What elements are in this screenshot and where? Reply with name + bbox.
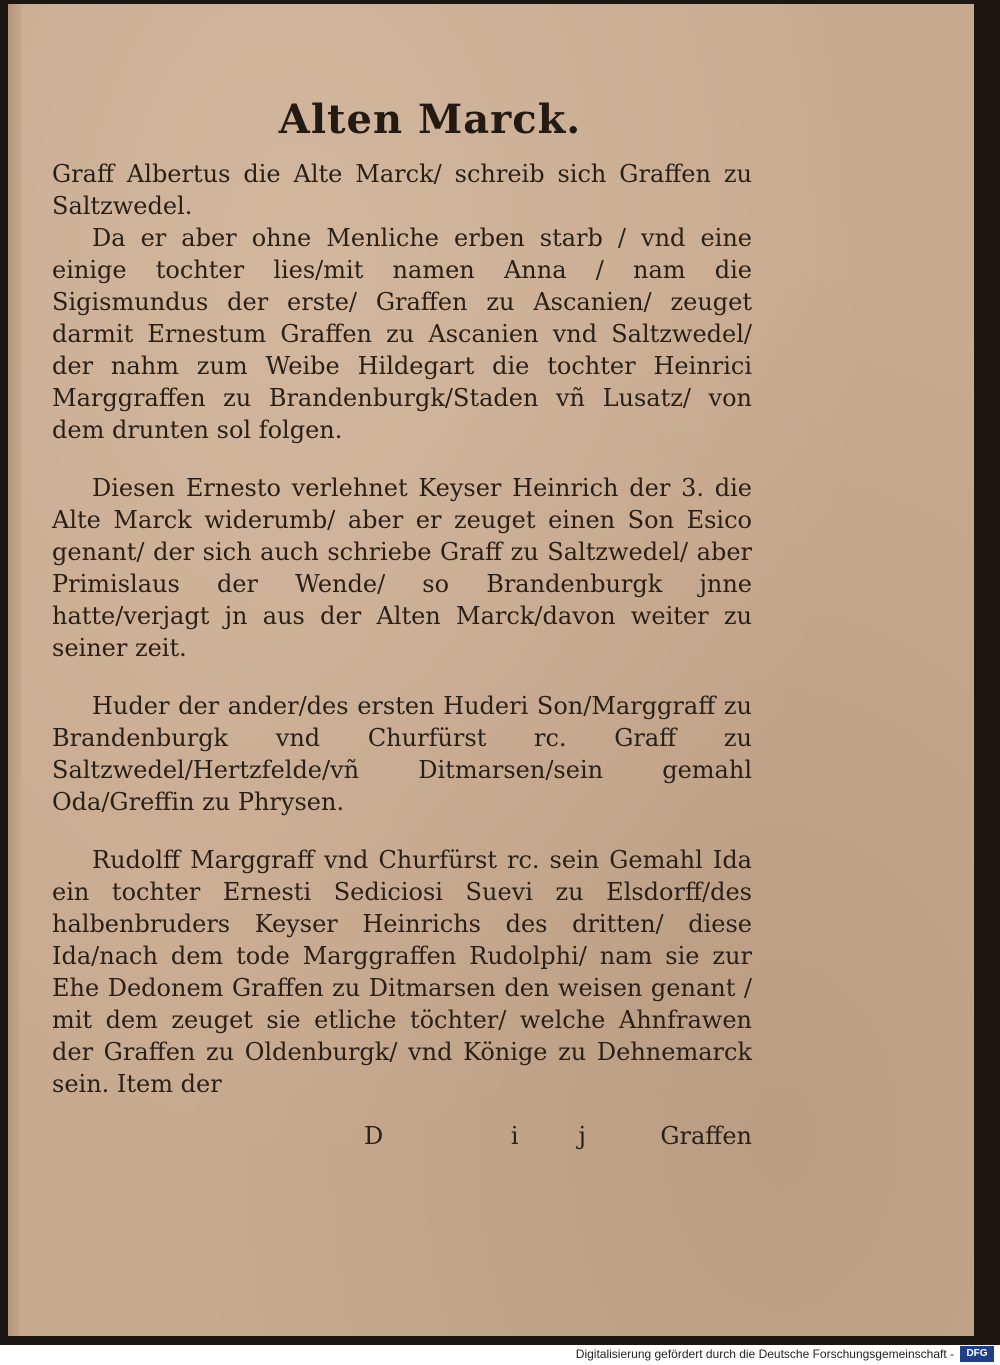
digitization-footer	[0, 1345, 1000, 1365]
dfg-logo: DFG	[960, 1346, 994, 1362]
paragraph-4: Huder der ander/des ersten Huderi Son/Marggraff zu Brandenburgk vnd Churfürst rc. Graff zu Saltzwedel/Hertzfelde/vñ Ditmarsen/sein gemahl Oda/Greffin zu Phrysen.	[52, 692, 752, 816]
paragraph-3: Diesen Ernesto verlehnet Keyser Heinrich der 3. die Alte Marck widerumb/ aber er zeuget einen Son Esico genant/ der sich auch schriebe Graff zu Saltzwedel/ aber Primislaus der Wende/ so Brandenburgk jnne hatte/verjagt jn aus der Alten Marck/davon weiter zu seiner zeit.	[52, 474, 752, 662]
body-text	[52, 158, 752, 1100]
paragraph-2: Da er aber ohne Menliche erben starb / vnd eine einige tochter lies/mit namen Anna / nam die Sigismundus der erste/ Graffen zu Ascanien/ zeuget darmit Ernestum Graffen zu Ascanien vnd Saltzwedel/ der nahm zum Weibe Hildegart die tochter Heinrici Marggraffen zu Brandenburgk/Staden vñ Lusatz/ von dem drunten sol folgen.	[52, 224, 752, 444]
page-title: Alten Marck.	[278, 96, 582, 143]
funding-credit: Digitalisierung gefördert durch die Deutsche Forschungsgemeinschaft -	[575, 1347, 954, 1361]
catchword: Graffen	[660, 1122, 752, 1150]
paragraph-5: Rudolff Marggraff vnd Churfürst rc. sein Gemahl Ida ein tochter Ernesti Sediciosi Suevi zu Elsdorff/des halbenbruders Keyser Heinrichs des dritten/ diese Ida/nach dem tode Marggraffen Rudolphi/ nam sie zur Ehe Dedonem Graffen zu Ditmarsen den weisen genant / mit dem zeuget sie etliche töchter/ welche Ahnfrawen der Graffen zu Oldenburgk/ vnd Könige zu Dehnemarck sein. Item der	[52, 846, 752, 1098]
paragraph-1: Graff Albertus die Alte Marck/ schreib sich Graffen zu Saltzwedel.	[52, 160, 752, 220]
page-footer-line	[52, 1122, 752, 1156]
signature-mark: D ij	[364, 1122, 646, 1150]
paper-binding-edge	[8, 4, 22, 1336]
